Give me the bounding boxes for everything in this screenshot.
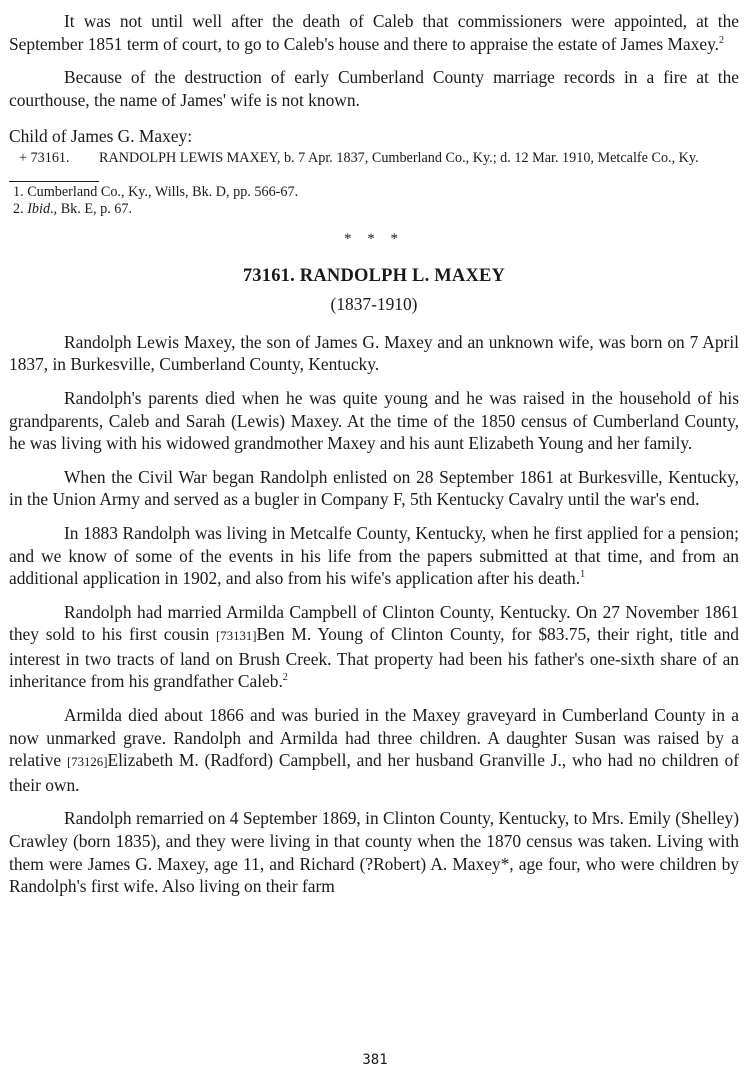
children-heading: Child of James G. Maxey: (9, 126, 193, 147)
document-page (9, 10, 739, 898)
footnote-1: 1. Cumberland Co., Ky., Wills, Bk. D, pp. 566-67. (13, 183, 299, 200)
body-paragraph-7: Randolph remarried on 4 September 1869, in Clinton County, Kentucky, to Mrs. Emily (Shelley) Crawley (born 1835), and they were living in that county when the 1870 census was taken. Living with them were James G. Maxey, age 11, and Richard (?Robert) A. Maxey*, age four, who were children by Randolph's first wife. Also living on their farm (9, 808, 739, 897)
intro-paragraph-2: Because of the destruction of early Cumberland County marriage records in a fire at the courthouse, the name of James' wife is not known. (9, 67, 739, 110)
child-entry (9, 150, 739, 168)
cross-reference[interactable]: [73126] (66, 755, 108, 770)
footnote-ref[interactable]: 1 (580, 569, 586, 581)
section-dates: (1837-1910) (330, 293, 418, 314)
body-paragraph-4: In 1883 Randolph was living in Metcalfe County, Kentucky, when he first applied for a pension; and we know of some of the events in his life from the papers submitted at that time, and from an additional application in 1902, and also from his wife's application after his death.$^1$ (9, 522, 739, 589)
child-marker: + 73161. (19, 149, 70, 166)
footnote-ref[interactable]: 2 (282, 672, 288, 684)
section-title: 73161. RANDOLPH L. MAXEY (242, 265, 506, 286)
footnote-ref[interactable]: 2 (718, 34, 724, 46)
body-paragraph-2: Randolph's parents died when he was quite young and he was raised in the household of his grandparents, Caleb and Sarah (Lewis) Maxey. At the time of the 1850 census of Cumberland County, he was living with his widowed grandmother Maxey and his aunt Elizabeth Young and her family. (9, 387, 739, 454)
intro-paragraph-1: It was not until well after the death of Caleb that commissioners were appointed, at the September 1851 term of court, to go to Caleb's house and there to appraise the estate of James Maxey.$^2$ (9, 11, 739, 54)
body-paragraph-1: Randolph Lewis Maxey, the son of James G. Maxey and an unknown wife, was born on 7 April 1837, in Burkesville, Cumberland County, Kentucky. (9, 331, 739, 375)
child-text: RANDOLPH LEWIS MAXEY, b. 7 Apr. 1837, Cumberland Co., Ky.; d. 12 Mar. 1910, Metcalfe Co., Ky. (99, 149, 699, 166)
body-paragraph-6: Armilda died about 1866 and was buried in the Maxey graveyard in Cumberland County in a now unmarked grave. Randolph and Armilda had three children. A daughter Susan was raised by a relative [73126]Elizabeth M. (Radford) Campbell, and her husband Granville J., who had no children of their own. (9, 705, 739, 795)
cross-reference[interactable]: [73131] (216, 629, 257, 644)
footnote-2: 2. Ibid., Bk. E, p. 67. (13, 201, 133, 218)
footnote-rule (9, 181, 99, 182)
body-paragraph-3: When the Civil War began Randolph enlisted on 28 September 1861 at Burkesville, Kentucky, in the Union Army and served as a bugler in Company F, 5th Kentucky Cavalry until the war's end. (9, 466, 739, 510)
page-number: 381 (362, 1052, 388, 1068)
body-paragraph-5: Randolph had married Armilda Campbell of Clinton County, Kentucky. On 27 November 1861 they sold to his first cousin [73131]Ben M. Young of Clinton County, for $83.75, their right, title and interest in two tracts of land on Brush Creek. That property had been his father's one-sixth share of an inheritance from his grandfather Caleb.$^2$ (9, 601, 739, 692)
section-separator: * * * (344, 230, 404, 247)
